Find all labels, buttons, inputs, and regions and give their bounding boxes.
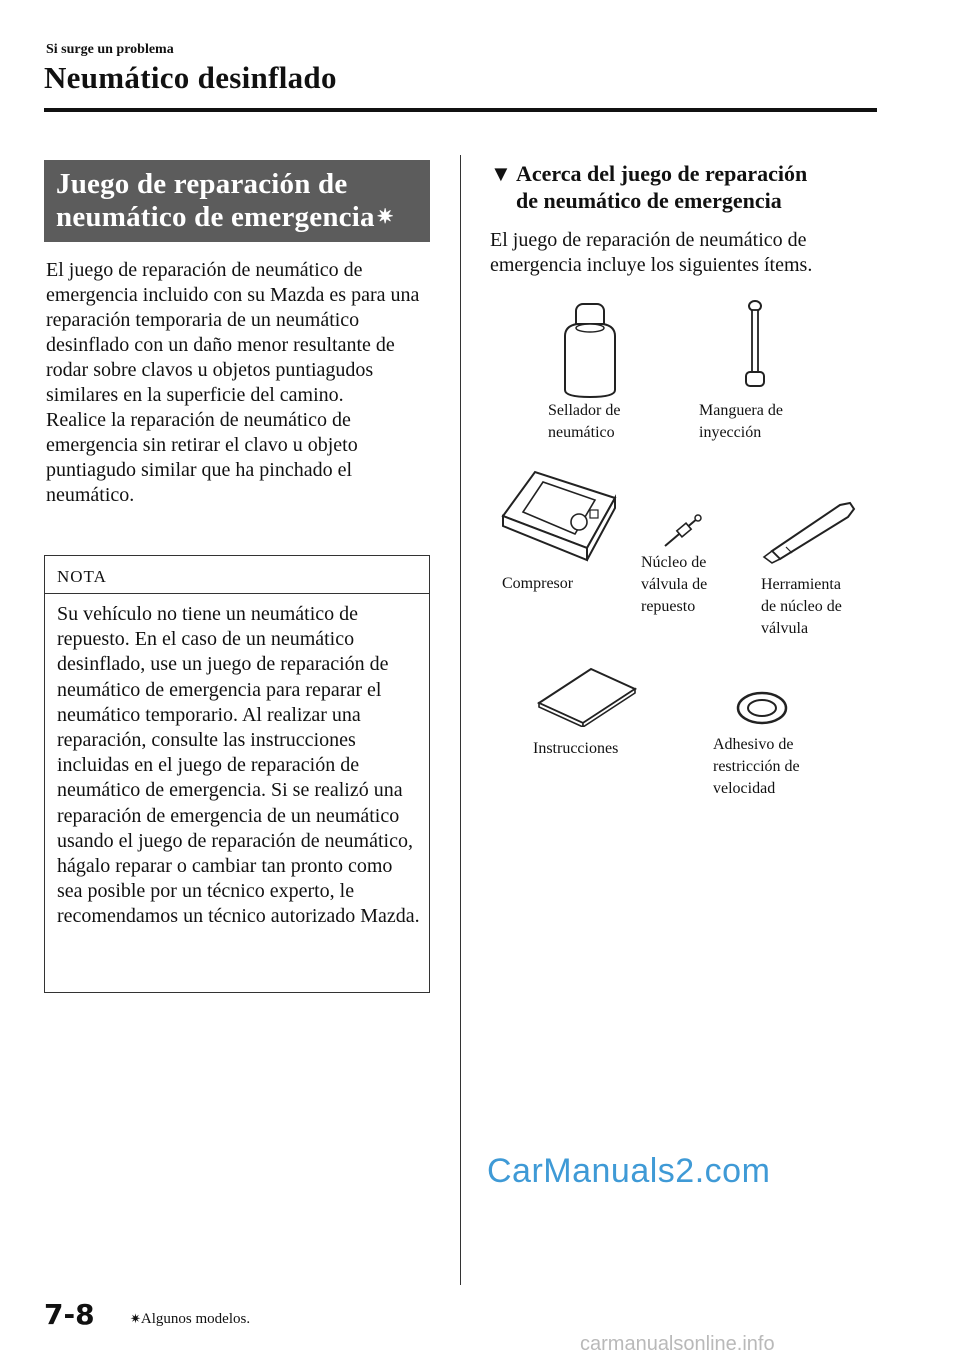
kit-heading-line1: Acerca del juego de reparación [516,161,808,186]
speed-sticker-icon [735,690,790,726]
section-heading [44,160,430,242]
watermark-logo: CarManuals2.com [487,1152,771,1190]
intro-paragraph-1: El juego de reparación de neumático de emergencia incluido con su Mazda es para una reparación temporaria de un neumático desinflado con un daño menor resultante de rodar sobre clavos u objetos puntiagudos similares en la superficie del camino. [46,259,420,406]
note-text: Su vehículo no tiene un neumático de repuesto. En el caso de un neumático desinflado, use un juego de reparación de neumático de emergencia para reparar el neumático temporario. Al realizar una reparación, consulte las instrucciones incluidas en el juego de reparación de neumático de emergencia. Si se realizó una reparación de emergencia de un neumático usando el juego de reparación de neumático, hágalo reparar o cambiar tan pronto como sea posible por un técnico experto, le recomendamos un técnico autorizado Mazda. [57,603,420,928]
triangle-marker-icon: ▼ [490,161,512,186]
instructions-booklet-icon [535,665,640,727]
asterisk-icon: ✷ [376,206,394,228]
intro-paragraph-2: Realice la reparación de neumático de emergencia sin retirar el clavo u objeto puntiagudo similar que ha pinchado el neumático. [46,409,358,506]
column-divider [460,155,461,1285]
caption-instructions: Instrucciones [533,740,619,757]
kit-intro: El juego de reparación de neumático de emergencia incluye los siguientes ítems. [490,229,813,276]
injection-hose-icon [735,300,775,392]
title-rule [44,108,877,112]
watermark-url: carmanualsonline.info [580,1333,775,1355]
caption-valve-core: Núcleo de válvula de repuesto [641,554,708,615]
footnote [130,1311,250,1328]
caption-valve-tool: Herramienta de núcleo de válvula [761,576,842,637]
valve-core-tool-icon [760,495,860,565]
running-head: Si surge un problema [46,42,174,57]
footnote-text: Algunos modelos. [140,1311,251,1327]
kit-heading-line2: de neumático de emergencia [516,188,782,213]
section-heading-line1: Juego de reparación de [56,168,348,200]
valve-core-icon [660,512,705,552]
kit-heading [490,160,880,214]
note-box [44,555,430,993]
compressor-icon [495,468,620,563]
caption-hose: Manguera de inyección [699,402,783,441]
note-label: NOTA [45,556,429,594]
section-heading-line2: neumático de emergencia [56,201,375,233]
sealant-bottle-icon [555,300,625,400]
caption-compressor: Compresor [502,575,574,592]
page-number: 7-8 [44,1298,95,1331]
section-intro [46,258,434,508]
caption-speed-sticker: Adhesivo de restricción de velocidad [713,736,800,797]
page-title: Neumático desinflado [44,60,337,95]
caption-sealant: Sellador de neumático [548,402,621,441]
asterisk-icon: ✷ [130,1311,141,1326]
